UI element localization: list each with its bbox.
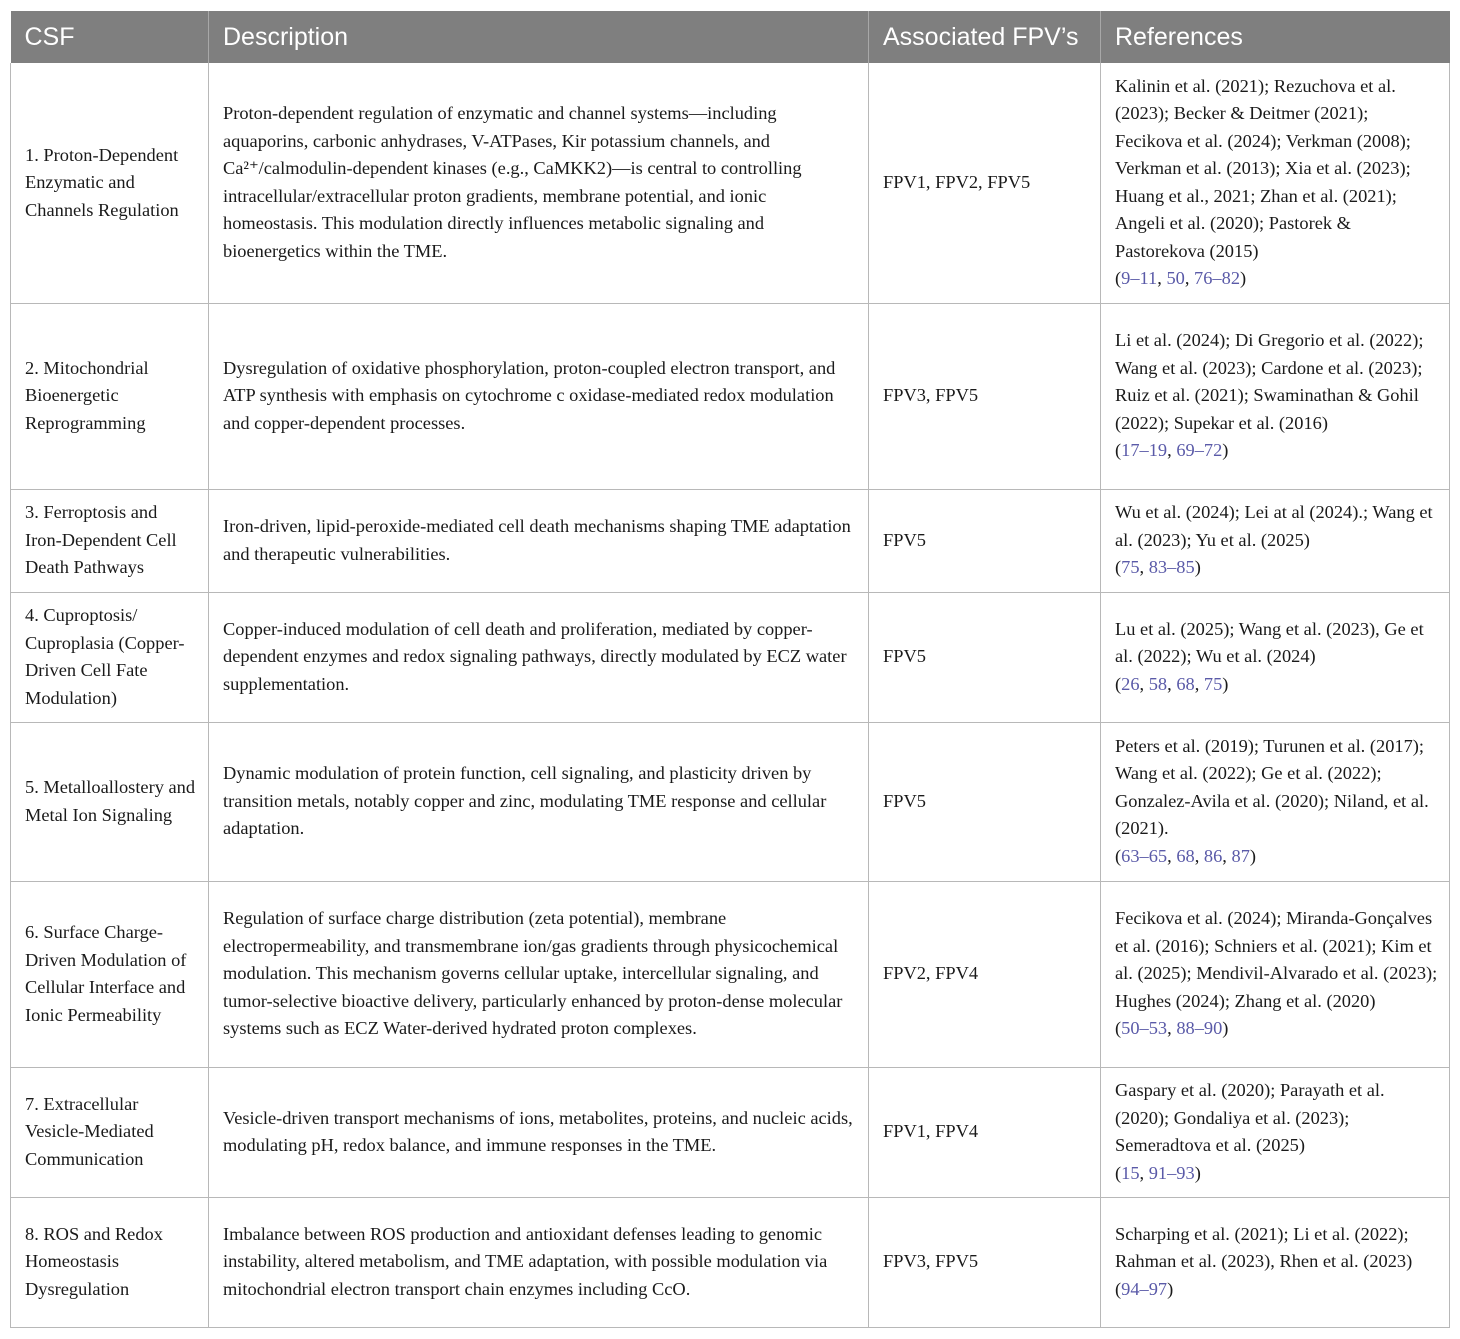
csf-name: 8. ROS and Redox Homeostasis Dysregulation [25,1223,163,1299]
reference-link[interactable]: 9–11 [1121,268,1158,289]
header-row [11,11,1450,63]
reference-link[interactable]: 69–72 [1176,440,1223,461]
fpv-text: FPV3, FPV5 [883,1251,979,1272]
description-text: Dynamic modulation of protein function, cell signaling, and plasticity driven by transition metals, notably copper and zinc, modulating TME response and cellular adaptation. [223,763,827,839]
references-cell [1101,592,1450,722]
references-text: Gaspary et al. (2020); Parayath et al. (2020); Gondaliya et al. (2023); Semeradtova et al. (2025) [1115,1080,1385,1155]
table-row [11,1067,1450,1197]
csf-cell [11,303,209,489]
csf-name: 2. Mitochondrial Bioenergetic Reprogramming [25,357,149,433]
description-text: Proton-dependent regulation of enzymatic and channel systems—including aquaporins, carbonic anhydrases, V-ATPases, Kir potassium channels, and Ca²⁺/calmodulin-dependent kinases (e.g., CaMKK2)—is central to controlling intracellular/extracellular proton gradients, membrane potential, and ionic homeostasis. This modulation directly influences metabolic signaling and bioenergetics within the TME. [223,103,802,261]
table-row [11,63,1450,303]
references-text: Lu et al. (2025); Wang et al. (2023), Ge et al. (2022); Wu et al. (2024) [1115,618,1424,667]
reference-link[interactable]: 83–85 [1148,557,1195,578]
fpv-cell [869,489,1101,592]
description-text: Iron-driven, lipid-peroxide-mediated cell death mechanisms shaping TME adaptation and therapeutic vulnerabilities. [223,516,851,564]
table-row [11,881,1450,1067]
csf-name: 4. Cuproptosis/ Cuproplasia (Copper-Driven Cell Fate Modulation) [25,605,185,708]
reference-link[interactable]: 94–97 [1121,1278,1168,1299]
csf-cell [11,722,209,881]
reference-links: (15, 91–93) [1115,1162,1201,1183]
reference-link[interactable]: 63–65 [1121,845,1168,866]
reference-link[interactable]: 50–53 [1121,1018,1168,1039]
fpv-cell [869,63,1101,303]
description-text: Copper-induced modulation of cell death and proliferation, mediated by copper-dependent enzymes and redox signaling pathways, directly modulated by ECZ water supplementation. [223,618,847,694]
table-container [10,11,1449,1328]
references-cell [1101,489,1450,592]
description-cell [209,303,869,489]
description-cell [209,881,869,1067]
references-cell [1101,1067,1450,1197]
fpv-cell [869,592,1101,722]
reference-links: (17–19, 69–72) [1115,440,1229,461]
fpv-text: FPV5 [883,646,926,667]
reference-links: (75, 83–85) [1115,557,1201,578]
reference-link[interactable]: 26 [1121,673,1140,694]
csf-table [10,11,1450,1328]
description-text: Vesicle-driven transport mechanisms of ions, metabolites, proteins, and nucleic acids, modulating pH, redox balance, and immune responses in the TME. [223,1107,853,1155]
csf-name: 7. Extracellular Vesicle-Mediated Communication [25,1093,154,1169]
csf-name: 5. Metalloallostery and Metal Ion Signaling [25,777,196,825]
fpv-text: FPV5 [883,790,926,811]
description-cell [209,722,869,881]
reference-links: (63–65, 68, 86, 87) [1115,845,1257,866]
csf-cell [11,881,209,1067]
csf-cell [11,592,209,722]
table-body [11,63,1450,1327]
description-cell [209,1197,869,1327]
csf-name: 1. Proton-Dependent Enzymatic and Channels Regulation [25,144,179,220]
references-cell [1101,63,1450,303]
references-cell [1101,303,1450,489]
fpv-text: FPV1, FPV4 [883,1121,979,1142]
description-text: Regulation of surface charge distribution (zeta potential), membrane electropermeability, and transmembrane ion/gas gradients through physicochemical modulation. This mechanism governs cellular uptake, intercellular signaling, and tumor-selective bioactive delivery, particularly enhanced by proton-dense molecular systems such as ECZ Water-derived hydrated proton complexes. [223,908,843,1039]
reference-link[interactable]: 86 [1203,845,1223,866]
description-cell [209,1067,869,1197]
header-references: References [1101,11,1450,63]
table-header [11,11,1450,63]
csf-name: 3. Ferroptosis and Iron-Dependent Cell Death Pathways [25,502,177,578]
header-description: Description [209,11,869,63]
reference-link[interactable]: 68 [1176,673,1195,694]
reference-link[interactable]: 87 [1231,845,1250,866]
csf-cell [11,1197,209,1327]
table-row [11,1197,1450,1327]
reference-links: (9–11, 50, 76–82) [1115,268,1247,289]
reference-link[interactable]: 88–90 [1176,1018,1223,1039]
references-text: Li et al. (2024); Di Gregorio et al. (2022); Wang et al. (2023); Cardone et al. (2023); Ruiz et al. (2021); Swaminathan & Gohil (2022); Supekar et al. (2016) [1115,330,1424,433]
reference-link[interactable]: 50 [1166,268,1185,289]
description-text: Dysregulation of oxidative phosphorylation, proton-coupled electron transport, and ATP synthesis with emphasis on cytochrome c oxidase-mediated redox modulation and copper-dependent processes. [223,357,836,433]
reference-link[interactable]: 75 [1121,557,1140,578]
table-row [11,722,1450,881]
csf-name: 6. Surface Charge-Driven Modulation of Cellular Interface and Ionic Permeability [25,922,187,1025]
reference-link[interactable]: 91–93 [1148,1162,1195,1183]
table-row [11,303,1450,489]
table-row [11,489,1450,592]
table-row [11,592,1450,722]
fpv-cell [869,881,1101,1067]
reference-link[interactable]: 58 [1148,673,1168,694]
reference-links: (50–53, 88–90) [1115,1018,1229,1039]
fpv-cell [869,1067,1101,1197]
csf-cell [11,1067,209,1197]
fpv-text: FPV3, FPV5 [883,385,979,406]
reference-link[interactable]: 15 [1121,1162,1140,1183]
fpv-cell [869,722,1101,881]
description-text: Imbalance between ROS production and antioxidant defenses leading to genomic instability, altered metabolism, and TME adaptation, with possible modulation via mitochondrial electron transport chain enzymes including CcO. [223,1223,828,1299]
references-cell [1101,1197,1450,1327]
fpv-text: FPV2, FPV4 [883,963,979,984]
description-cell [209,592,869,722]
fpv-cell [869,303,1101,489]
reference-link[interactable]: 76–82 [1194,268,1241,289]
fpv-cell [869,1197,1101,1327]
csf-cell [11,489,209,592]
reference-link[interactable]: 17–19 [1121,440,1168,461]
references-cell [1101,722,1450,881]
header-associated-fpvs: Associated FPV’s [869,11,1101,63]
references-text: Kalinin et al. (2021); Rezuchova et al. (2023); Becker & Deitmer (2021); Fecikova et al. (2024); Verkman (2008); Verkman et al. (2013); Xia et al. (2023); Huang et al., 2021; Zhan et al. (2021); Angeli et al. (2020); Pastorek & Pastorekova (2015) [1115,75,1411,261]
reference-link[interactable]: 68 [1176,845,1195,866]
references-cell [1101,881,1450,1067]
csf-cell [11,63,209,303]
header-csf: CSF [11,11,209,63]
references-text: Wu et al. (2024); Lei at al (2024).; Wang et al. (2023); Yu et al. (2025) [1115,502,1433,550]
references-text: Peters et al. (2019); Turunen et al. (2017); Wang et al. (2022); Ge et al. (2022); Gonzalez-Avila et al. (2020); Niland, et al. (2021). [1115,735,1429,839]
reference-links: (94–97) [1115,1278,1174,1299]
reference-link[interactable]: 75 [1203,673,1223,694]
fpv-text: FPV1, FPV2, FPV5 [883,172,1031,192]
description-cell [209,63,869,303]
reference-links: (26, 58, 68, 75) [1115,673,1229,694]
fpv-text: FPV5 [883,529,926,550]
references-text: Scharping et al. (2021); Li et al. (2022); Rahman et al. (2023), Rhen et al. (2023) [1115,1223,1413,1272]
references-text: Fecikova et al. (2024); Miranda-Gonçalves et al. (2016); Schniers et al. (2021); Kim et al. (2025); Mendivil-Alvarado et al. (2023); Hughes (2024); Zhang et al. (2020) [1115,908,1438,1011]
description-cell [209,489,869,592]
